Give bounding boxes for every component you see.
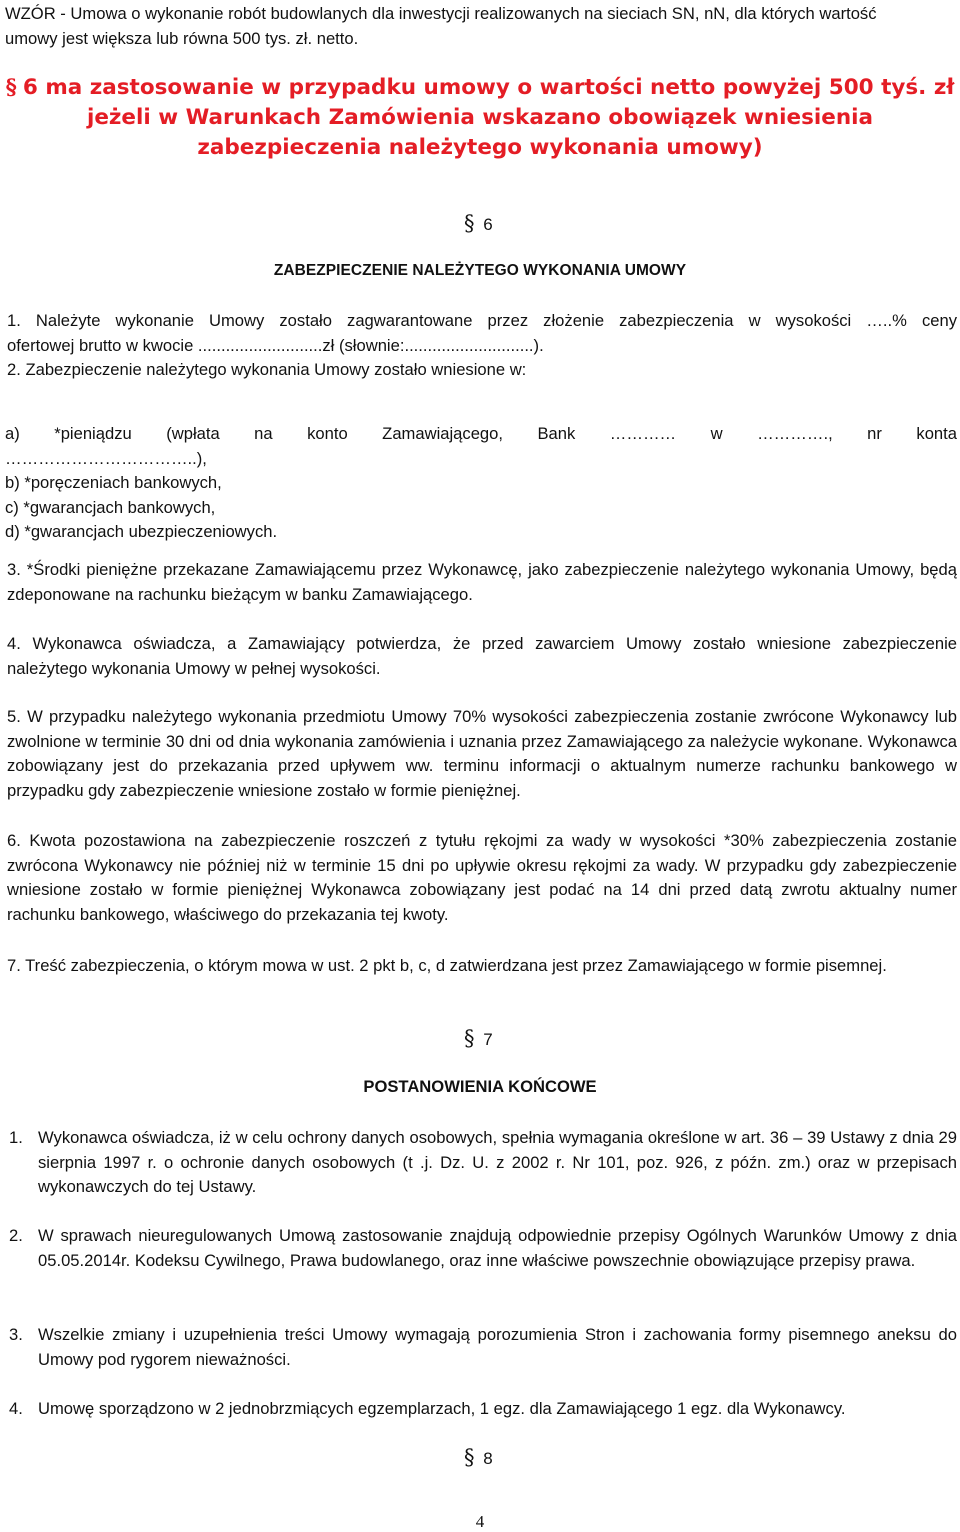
section-sign-icon: § <box>5 75 17 100</box>
section-7-item <box>9 1224 957 1273</box>
item-text: Umowę sporządzono w 2 jednobrzmiących egzemplarzach, 1 egz. dla Zamawiającego 1 egz. dla Wykonawcy. <box>38 1399 846 1418</box>
section-6-title: ZABEZPIECZENIE NALEŻYTEGO WYKONANIA UMOWY <box>273 262 687 279</box>
list-item-a-continued: ……………………………..), <box>5 448 207 468</box>
section-7-item <box>9 1126 957 1200</box>
item-text: Wykonawca oświadcza, iż w celu ochrony danych osobowych, spełnia wymagania określone w art. 36 – 39 Ustawy z dnia 29 sierpnia 1997 r. o ochronie danych osobowych (t .j. Dz. U. z 2002 r. Nr 101, poz. 926, z późn. zm.) oraz w przepisach wykonawczych do tej Ustawy. <box>38 1128 957 1196</box>
section-sign-icon: § <box>464 1026 475 1050</box>
section-7-number: 7 <box>483 1030 493 1049</box>
section-8-number: 8 <box>483 1449 493 1468</box>
section-7-item <box>9 1323 957 1372</box>
section-8-mark <box>464 1446 493 1470</box>
page-number: 4 <box>475 1512 485 1531</box>
red-notice-line-1: § 6 ma zastosowanie w przypadku umowy o wartości netto powyżej 500 tyś. zł <box>5 75 955 100</box>
header-line-1: WZÓR - Umowa o wykonanie robót budowlanych dla inwestycji realizowanych na sieciach SN, nN, dla których wartość <box>5 4 877 23</box>
item-text: W sprawach nieuregulowanych Umową zastosowanie znajdują odpowiednie przepisy Ogólnych Warunków Umowy z dnia 05.05.2014r. Kodeksu Cywilnego, Prawa budowlanego, oraz inne właściwe powszechnie obowiązujące przepisy prawa. <box>38 1226 957 1270</box>
list-item-b: b) *poręczeniach bankowych, <box>5 473 222 492</box>
section-6-point-5: 5. W przypadku należytego wykonania przedmiotu Umowy 70% wysokości zabezpieczenia zostanie zwrócone Wykonawcy lub zwolnione w terminie 30 dni od dnia wykonania zamówienia i uznania przez Zamawiającego za należycie wykonane. Wykonawca zobowiązany jest do przekazania przed upływem ww. terminu informacji o aktualnym numerze rachunku bankowego w przypadku gdy zabezpieczenie wniesione zostało w formie pieniężnej. <box>7 707 957 800</box>
section-7-title: POSTANOWIENIA KOŃCOWE <box>363 1077 597 1096</box>
list-item-d: d) *gwarancjach ubezpieczeniowych. <box>5 522 278 541</box>
header-line-2: umowy jest większa lub równa 500 tys. zł. netto. <box>5 28 359 48</box>
section-6-point-3: 3. *Środki pieniężne przekazane Zamawiającemu przez Wykonawcę, jako zabezpieczenie należytego wykonania Umowy, będą zdeponowane na rachunku bieżącym w banku Zamawiającego. <box>7 560 957 604</box>
section-6-list <box>5 422 957 545</box>
item-text: Wszelkie zmiany i uzupełnienia treści Umowy wymagają porozumienia Stron i zachowania formy pisemnego aneksu do Umowy pod rygorem nieważności. <box>38 1325 957 1369</box>
section-6-point-2: 2. Zabezpieczenie należytego wykonania Umowy zostało wniesione w: <box>7 360 527 379</box>
section-6-point-1: 1. Należyte wykonanie Umowy zostało zagwarantowane przez złożenie zabezpieczenia w wysokości …..% ceny ofertowej brutto w kwocie ...........................zł (słownie:............................). <box>7 311 957 355</box>
item-number: 4. <box>9 1399 23 1418</box>
item-number: 2. <box>9 1226 23 1245</box>
section-6-point-7: 7. Treść zabezpieczenia, o którym mowa w ust. 2 pkt b, c, d zatwierdzana jest przez Zamawiającego w formie pisemnej. <box>7 956 887 975</box>
red-notice-line-3: zabezpieczenia należytego wykonania umowy) <box>197 135 763 160</box>
section-sign-icon: § <box>464 211 475 235</box>
section-sign-icon: § <box>464 1445 475 1469</box>
section-6-point-4: 4. Wykonawca oświadcza, a Zamawiający potwierdza, że przed zawarciem Umowy zostało wniesione zabezpieczenie należytego wykonania Umowy w pełnej wysokości. <box>7 634 957 678</box>
section-6-point-6: 6. Kwota pozostawiona na zabezpieczenie roszczeń z tytułu rękojmi za wady w wysokości *30% zabezpieczenia zostanie zwrócona Wykonawcy nie później niż w terminie 15 dni po upływie okresu rękojmi za wady. W przypadku gdy zabezpieczenie wniesione zostało w formie pieniężnej Wykonawca zobowiązany jest podać na 14 dni przed datą zwrotu aktualny numer rachunku bankowego, właściwego do przekazania tej kwoty. <box>7 831 957 924</box>
header-text <box>5 2 955 51</box>
red-notice-line-2: jeżeli w Warunkach Zamówienia wskazano obowiązek wniesienia <box>86 105 874 130</box>
section-6-number: 6 <box>483 215 493 234</box>
section-6-mark <box>464 212 493 236</box>
list-item-a: a) *pieniądzu (wpłata na konto Zamawiającego, Bank ………… w …………., nr konta <box>5 424 957 443</box>
item-number: 1. <box>9 1128 23 1147</box>
section-7-item <box>9 1397 957 1422</box>
section-7-mark <box>464 1027 493 1051</box>
list-item-c: c) *gwarancjach bankowych, <box>5 497 216 517</box>
red-notice <box>0 73 960 163</box>
item-number: 3. <box>9 1325 23 1344</box>
